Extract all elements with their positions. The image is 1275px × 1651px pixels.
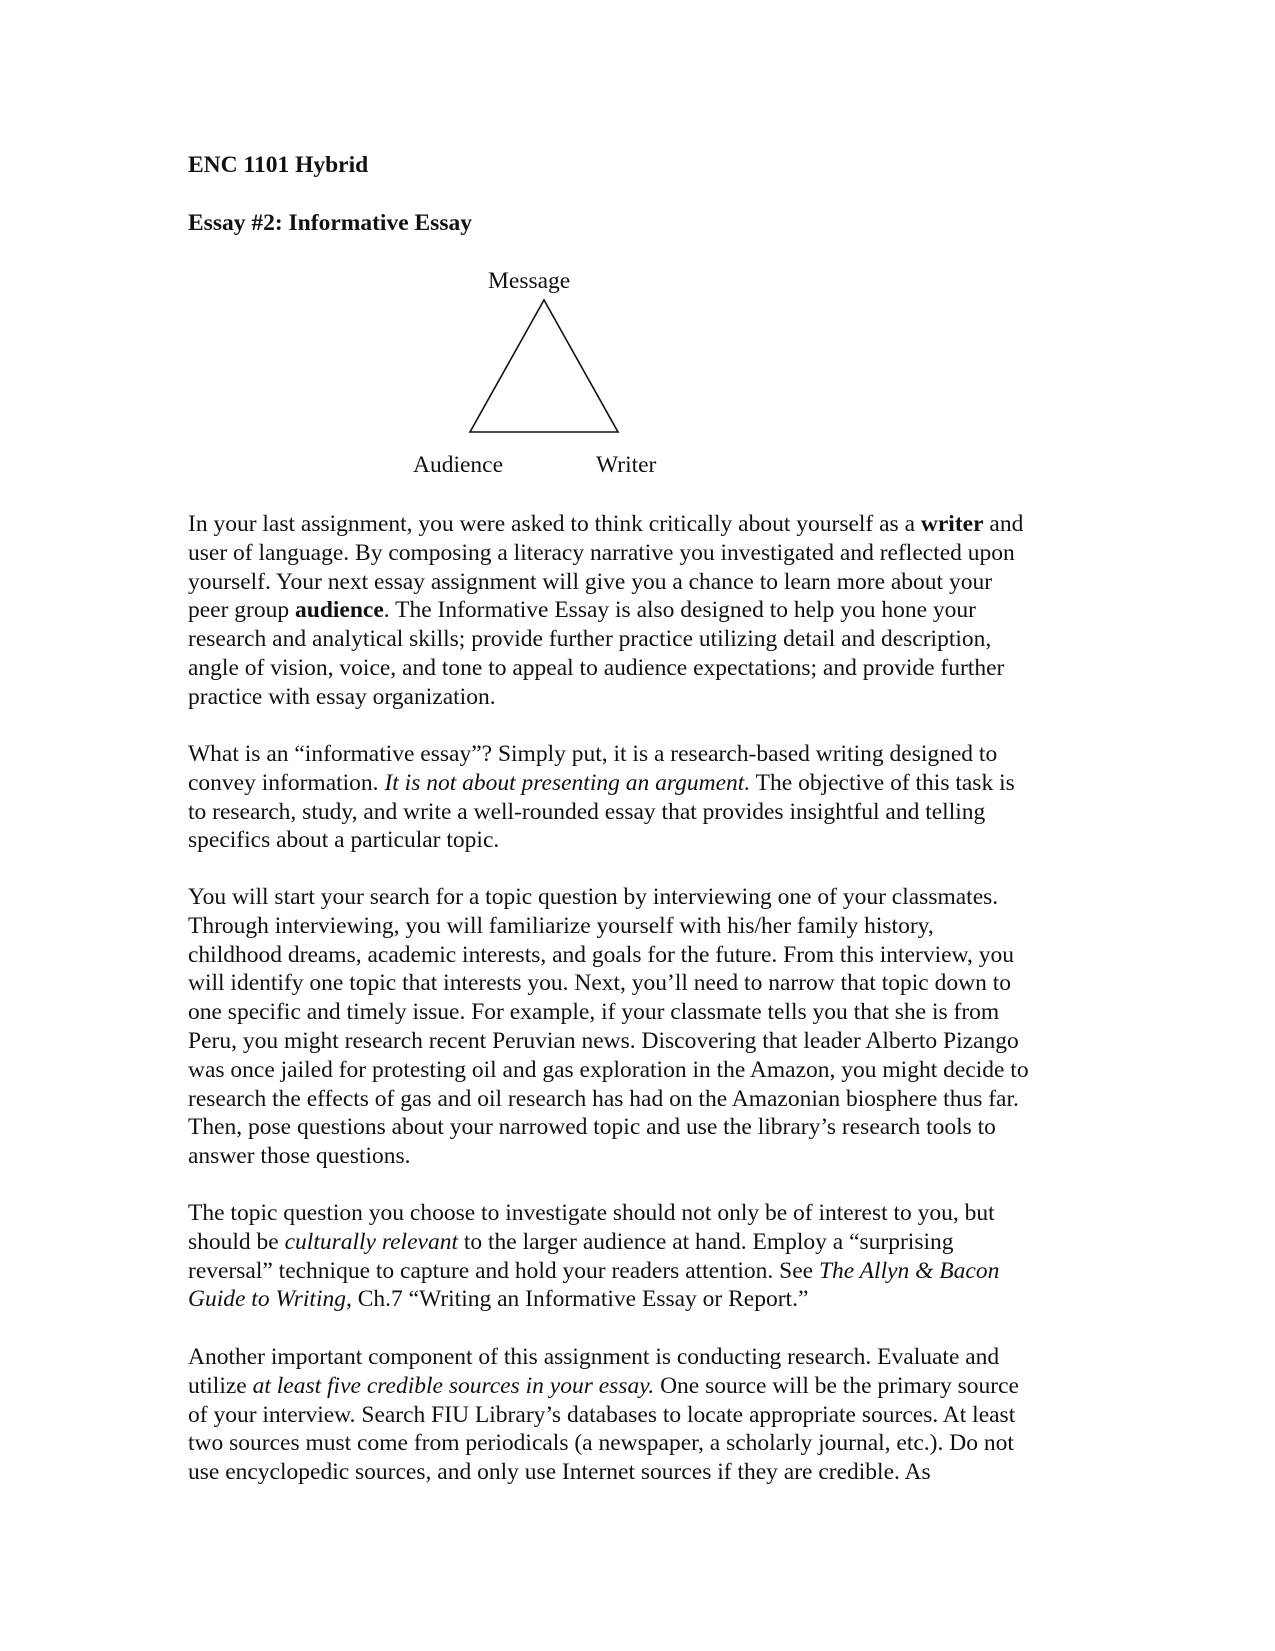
text-line <box>188 912 1108 941</box>
diagram-label-audience: Audience <box>413 452 504 478</box>
text-line <box>188 539 1108 568</box>
text-run: specifics about a particular topic. <box>188 827 500 854</box>
text-line <box>188 1257 1108 1286</box>
text-run: to the larger audience at hand. Employ a “surprising <box>457 1228 954 1255</box>
text-run: Through interviewing, you will familiarize yourself with his/her family history, <box>188 912 934 939</box>
text-run: In your last assignment, you were asked to think critically about yourself as a <box>188 511 921 537</box>
text-run: convey information. <box>188 769 385 796</box>
paragraph-topic-relevance <box>188 1199 1108 1314</box>
text-run: peer group <box>188 597 296 624</box>
text-run: childhood dreams, academic interests, and goals for the future. From this interview, you <box>188 941 1014 968</box>
paragraph-interview <box>188 883 1108 1171</box>
paragraph-definition <box>188 740 1108 855</box>
italic-text: Guide to Writing, <box>188 1286 352 1313</box>
text-line <box>188 826 1108 855</box>
text-run: The objective of this task is <box>750 769 1015 796</box>
text-line <box>188 683 1108 712</box>
rhetorical-triangle-diagram <box>460 296 630 436</box>
text-line <box>188 1199 1108 1228</box>
text-run: one specific and timely issue. For example, if your classmate tells you that she is from <box>188 999 1000 1026</box>
bold-text: writer <box>920 511 984 537</box>
text-run: answer those questions. <box>188 1143 411 1170</box>
text-line <box>188 1027 1108 1056</box>
text-run: research the effects of gas and oil research has had on the Amazonian biosphere thus far. <box>188 1085 1019 1112</box>
text-line <box>188 654 1108 683</box>
text-run: and <box>983 511 1024 537</box>
text-line <box>188 1401 1108 1430</box>
text-run: Then, pose questions about your narrowed topic and use the library’s research tools to <box>188 1114 996 1141</box>
bold-text: audience <box>295 597 384 624</box>
text-run: of your interview. Search FIU Library’s databases to locate appropriate sources. At least <box>188 1401 1016 1428</box>
text-line <box>188 740 1108 769</box>
text-run: The topic question you choose to investigate should not only be of interest to you, but <box>188 1200 995 1226</box>
text-line <box>188 625 1108 654</box>
italic-text: culturally relevant <box>284 1228 458 1255</box>
text-run: One source will be the primary source <box>654 1372 1019 1399</box>
text-run: user of language. By composing a literacy narrative you investigated and reflected upon <box>188 539 1015 566</box>
text-line <box>188 510 1108 539</box>
paragraph-intro <box>188 510 1108 712</box>
text-line <box>188 1085 1108 1114</box>
text-line <box>188 1142 1108 1171</box>
text-line <box>188 1056 1108 1085</box>
text-line <box>188 1343 1108 1372</box>
essay-title: Essay #2: Informative Essay <box>188 210 472 236</box>
text-line <box>188 798 1108 827</box>
text-run: You will start your search for a topic question by interviewing one of your classmates. <box>188 884 999 910</box>
text-line <box>188 568 1108 597</box>
text-run: to research, study, and write a well-rounded essay that provides insightful and telling <box>188 798 986 825</box>
italic-text: It is not about presenting an argument. <box>384 769 751 796</box>
text-run: use encyclopedic sources, and only use Internet sources if they are credible. As <box>188 1459 931 1486</box>
text-run: will identify one topic that interests you. Next, you’ll need to narrow that topic down to <box>188 970 1011 997</box>
text-line <box>188 1429 1108 1458</box>
text-run: Another important component of this assignment is conducting research. Evaluate and <box>188 1344 1000 1370</box>
text-run: . The Informative Essay is also designed to help you hone your <box>383 597 976 624</box>
text-run: should be <box>188 1228 285 1255</box>
text-line <box>188 969 1108 998</box>
text-run: two sources must come from periodicals (a newspaper, a scholarly journal, etc.). Do not <box>188 1430 1014 1457</box>
course-title: ENC 1101 Hybrid <box>188 152 369 178</box>
text-run: research and analytical skills; provide further practice utilizing detail and description, <box>188 626 992 653</box>
text-run: What is an “informative essay”? Simply put, it is a research-based writing designed to <box>188 741 998 767</box>
text-run: Peru, you might research recent Peruvian news. Discovering that leader Alberto Pizango <box>188 1027 1019 1054</box>
text-line <box>188 596 1108 625</box>
text-line <box>188 941 1108 970</box>
text-line <box>188 998 1108 1027</box>
text-line <box>188 883 1108 912</box>
text-run: angle of vision, voice, and tone to appeal to audience expectations; and provide further <box>188 654 1005 681</box>
text-line <box>188 769 1108 798</box>
text-line <box>188 1113 1108 1142</box>
text-run: reversal” technique to capture and hold your readers attention. See <box>188 1257 819 1284</box>
text-line <box>188 1458 1108 1487</box>
diagram-label-message: Message <box>488 268 571 294</box>
text-run: practice with essay organization. <box>188 683 496 710</box>
text-line <box>188 1228 1108 1257</box>
paragraph-research <box>188 1343 1108 1487</box>
diagram-label-writer: Writer <box>596 452 657 478</box>
italic-text: at least five credible sources in your essay. <box>252 1372 655 1399</box>
text-run: was once jailed for protesting oil and gas exploration in the Amazon, you might decide to <box>188 1056 1029 1083</box>
text-run: utilize <box>188 1372 253 1399</box>
text-line <box>188 1285 1108 1314</box>
text-line <box>188 1372 1108 1401</box>
text-run: Ch.7 “Writing an Informative Essay or Report.” <box>351 1286 809 1313</box>
italic-text: The Allyn & Bacon <box>818 1257 1000 1284</box>
text-run: yourself. Your next essay assignment will give you a chance to learn more about your <box>188 568 993 595</box>
